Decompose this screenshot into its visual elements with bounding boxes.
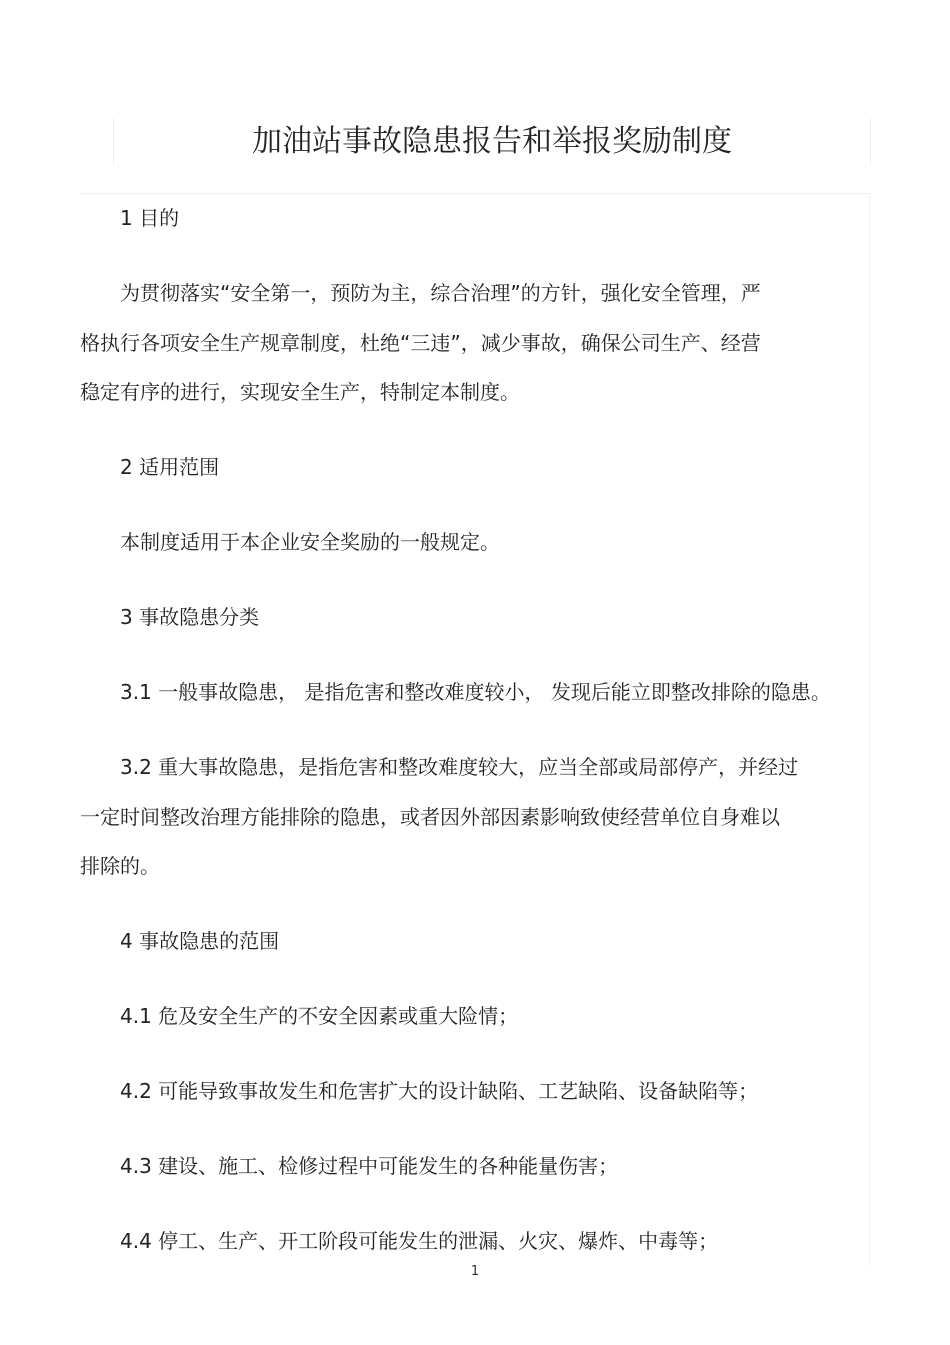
section-heading-classification: 3 事故隐患分类 — [120, 605, 260, 629]
paragraph-line: 4.3 建设、施工、检修过程中可能发生的各种能量伤害； — [120, 1154, 619, 1178]
page-number: 1 — [470, 1264, 480, 1279]
paragraph-line: 4.1 危及安全生产的不安全因素或重大险情； — [120, 1004, 519, 1028]
title-frame — [113, 118, 871, 166]
paragraph-line: 为贯彻落实“安全第一，预防为主，综合治理”的方针，强化安全管理，严 — [120, 281, 761, 305]
section-heading-range: 4 事故隐患的范围 — [120, 929, 280, 953]
paragraph-line: 3.1 一般事故隐患， 是指危害和整改难度较小， 发现后能立即整改排除的隐患。 — [120, 680, 831, 704]
paragraph-line: 稳定有序的进行，实现安全生产，特制定本制度。 — [80, 380, 520, 404]
paragraph-line: 排除的。 — [80, 854, 160, 878]
paragraph-line: 一定时间整改治理方能排除的隐患，或者因外部因素影响致使经营单位自身难以 — [80, 805, 780, 829]
paragraph-line: 4.2 可能导致事故发生和危害扩大的设计缺陷、工艺缺陷、设备缺陷等； — [120, 1079, 759, 1103]
document-title: 加油站事故隐患报告和举报奖励制度 — [252, 124, 732, 159]
paragraph-line: 本制度适用于本企业安全奖励的一般规定。 — [120, 530, 500, 554]
section-heading-purpose: 1 目的 — [120, 206, 180, 230]
paragraph-line: 3.2 重大事故隐患，是指危害和整改难度较大，应当全部或局部停产，并经过 — [120, 755, 799, 779]
paragraph-line: 格执行各项安全生产规章制度，杜绝“三违”，减少事故，确保公司生产、经营 — [80, 331, 761, 355]
paragraph-line: 4.4 停工、生产、开工阶段可能发生的泄漏、火灾、爆炸、中毒等； — [120, 1229, 719, 1253]
document-body — [80, 193, 870, 1266]
section-heading-scope: 2 适用范围 — [120, 455, 220, 479]
